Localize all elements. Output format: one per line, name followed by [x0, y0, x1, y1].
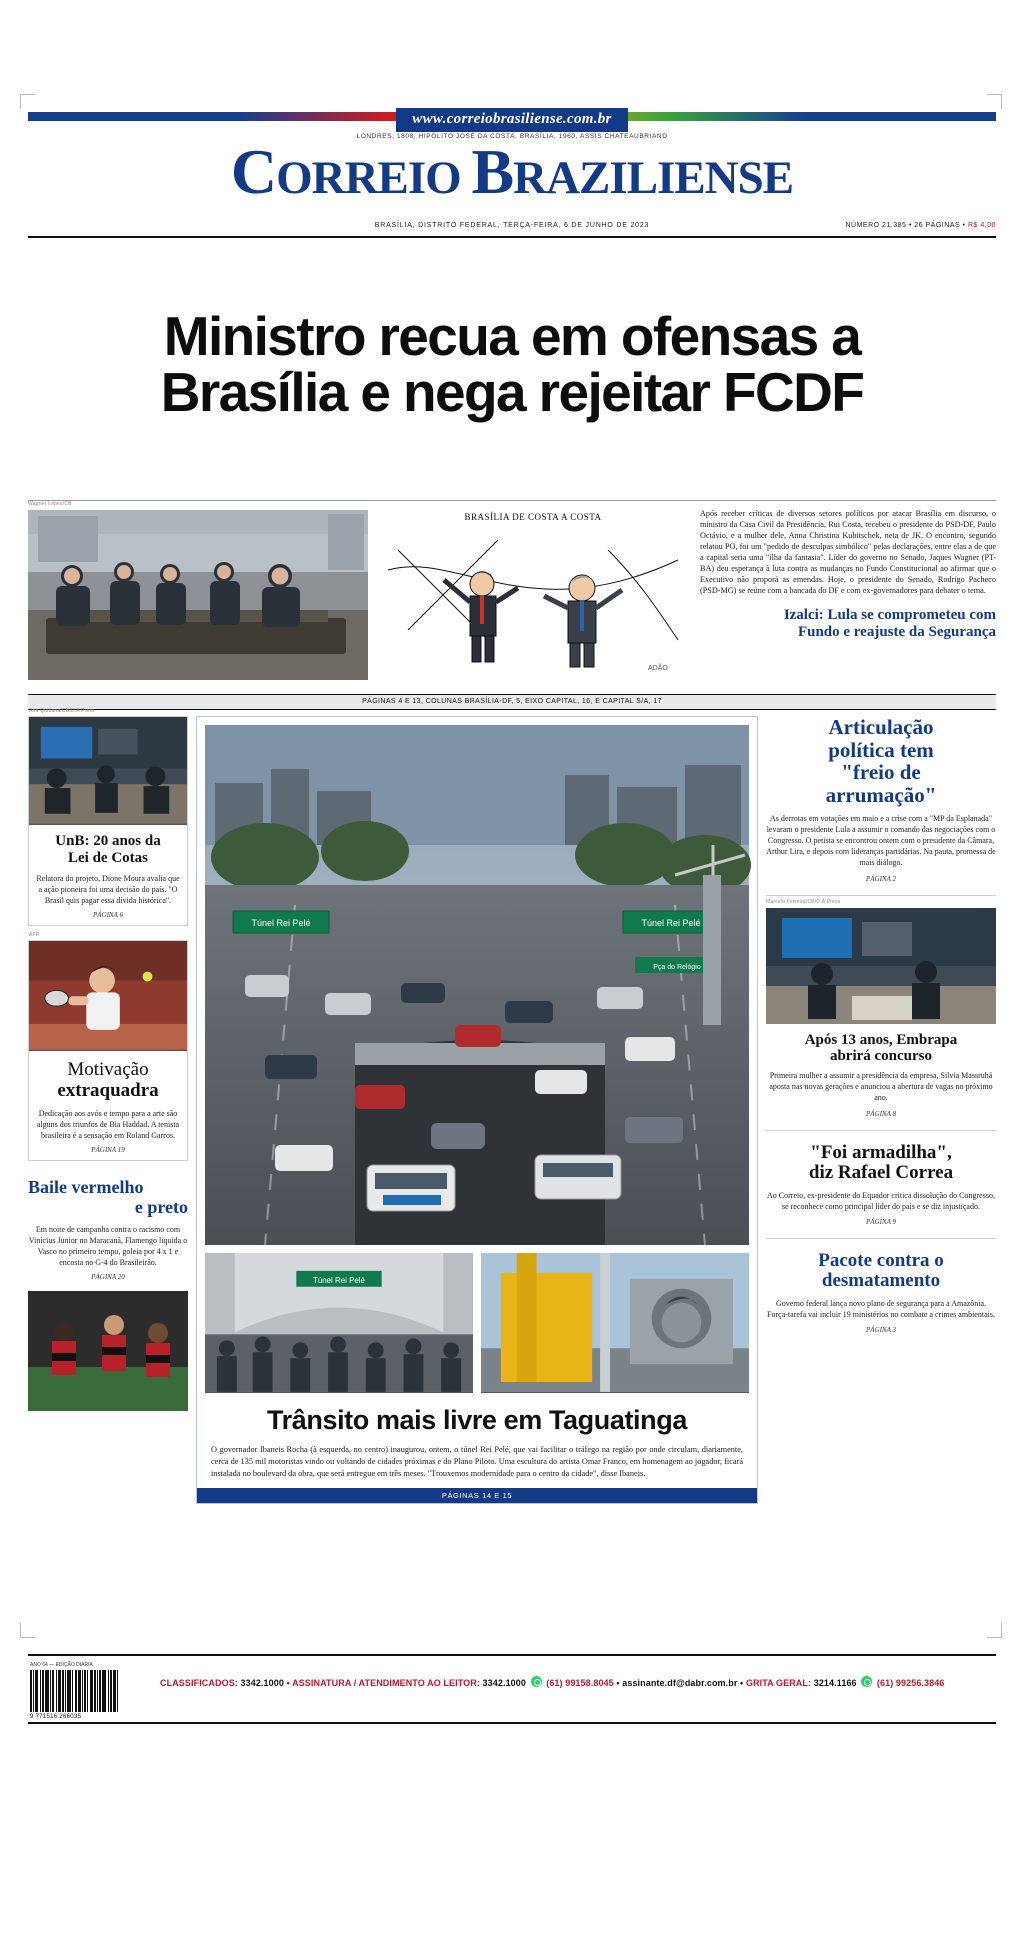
right-divider-1	[766, 895, 996, 896]
main-headline-line-1: Ministro recua em ofensas a	[163, 305, 861, 367]
center-secondary-photos	[205, 1253, 749, 1393]
grita-phone[interactable]: 3214.1166	[813, 1678, 857, 1688]
logo-part-braziliense-rest: RAZILIENSE	[513, 152, 794, 204]
unb-title	[35, 833, 181, 867]
masthead-divider	[28, 236, 996, 238]
baile-page-ref: PÁGINA 20	[91, 1273, 125, 1282]
embrapa-title-line-1: Após 13 anos, Embrapa	[804, 1031, 958, 1048]
embrapa-title-line-2: abrirá concurso	[829, 1047, 933, 1064]
correa-title-line-2: diz Rafael Correa	[808, 1162, 954, 1184]
grita-label: GRITA GERAL:	[745, 1678, 812, 1688]
whatsapp-number-2[interactable]: (61) 99256.3846	[876, 1678, 945, 1688]
svg-text:Túnel Rei Pelé: Túnel Rei Pelé	[641, 918, 701, 928]
tunnel-traffic-photo	[205, 725, 749, 1245]
pele-sculpture-image	[481, 1253, 749, 1392]
crop-mark-top-left	[20, 94, 35, 109]
tunnel-ceremony-photo	[205, 1253, 473, 1393]
left-story-baile[interactable]	[28, 1177, 188, 1411]
lead-paragraph: Após receber críticas de diversos setores políticos por atacar Brasília em discurso, o ministro da Casa Civil da Presidência, Rui Costa, recebeu o presidente do PSD-DF, Paulo Octávio, e a mulher dele, Anna Christina Kubitschek, neta de JK. O encontro, segundo relatou PO, foi um "pedido de desculpas simbólico" pelas declarações, entre elas a de que a capital seria uma "ilha da fantasia". Líder do governo no Senado, Jaques Wagner (PT-BA) deu esperança à luta contra as mudanças no Fundo Constitucional ao afirmar que o Executivo não proporá as emendas. Hoje, o presidente do Senado, Rodrigo Pacheco (PSD-MG) se reúne com a bancada do DF e com ex-governadores para debater o tema.	[700, 509, 996, 596]
pele-sculpture-photo	[481, 1253, 749, 1393]
subscriber-email[interactable]: • assinante.df@dabr.com.br •	[616, 1678, 744, 1688]
editorial-cartoon	[378, 510, 688, 680]
embrapa-title	[766, 1032, 996, 1064]
articulacao-title-line-2: política tem	[828, 737, 934, 762]
assinatura-phone[interactable]: 3342.1000	[482, 1678, 526, 1688]
left-story-motivacao[interactable]	[28, 932, 188, 1161]
center-pages-reference: PÁGINAS 14 E 15	[197, 1488, 757, 1503]
unb-photo	[29, 708, 187, 825]
baile-title	[28, 1177, 188, 1217]
crop-mark-bottom-left	[20, 1623, 35, 1638]
correa-title-line-1: "Foi armadilha",	[810, 1141, 952, 1163]
right-column	[766, 716, 996, 1334]
barcode-number: 9 771516 266035	[30, 1714, 82, 1720]
embrapa-photo-credit: Marcelo Ferreira/CB/D.A Press	[766, 898, 841, 905]
correa-title	[766, 1143, 996, 1184]
tunnel-traffic-image	[205, 725, 749, 1245]
desmatamento-title	[766, 1251, 996, 1292]
logo-part-correio-rest: ORREIO	[276, 152, 472, 204]
top-pages-reference-bar	[28, 694, 996, 710]
correa-body: Ao Correio, ex-presidente do Equador critica dissolução do Congresso, se reconhece como principal líder do país e se diz injustiçado.	[767, 1190, 995, 1211]
whatsapp-icon	[531, 1676, 542, 1687]
top-meeting-photo	[28, 501, 368, 680]
footer-rule-top	[28, 1654, 996, 1656]
cartoon-drawing	[378, 510, 688, 680]
right-story-embrapa[interactable]	[766, 898, 996, 1118]
lead-subheadline-line-1: Izalci: Lula se comprometeu com	[783, 606, 996, 623]
footer-contact-line	[160, 1676, 1000, 1688]
issue-number: NÚMERO 21.385 • 26 PÁGINAS •	[845, 222, 966, 229]
crop-mark-bottom-right	[987, 1623, 1002, 1638]
unb-page-ref: PÁGINA 6	[92, 911, 123, 920]
right-story-desmatamento[interactable]	[766, 1251, 996, 1334]
tunnel-ceremony-image	[205, 1253, 473, 1392]
classificados-phone[interactable]: 3342.1000	[240, 1678, 284, 1688]
svg-text:ADÃO: ADÃO	[648, 665, 668, 672]
correa-page-ref: PÁGINA 9	[865, 1217, 896, 1226]
classificados-label: CLASSIFICADOS:	[160, 1678, 238, 1688]
svg-text:Túnel Rei Pelé: Túnel Rei Pelé	[251, 918, 311, 928]
right-story-articulacao[interactable]	[766, 716, 996, 883]
articulacao-title	[766, 716, 996, 807]
assinatura-label: • ASSINATURA / ATENDIMENTO AO LEITOR:	[286, 1678, 480, 1688]
baile-title-line-1: Baile vermelho	[28, 1177, 144, 1198]
embrapa-page-ref: PÁGINA 8	[865, 1109, 896, 1118]
founders-line: LONDRES, 1808, HIPÓLITO JOSÉ DA COSTA. BRASÍLIA, 1960, ASSIS CHATEAUBRIAND	[356, 133, 668, 140]
tennis-photo-credit: AFP	[29, 932, 40, 939]
center-story-body: O governador Ibaneis Rocha (à esquerda, no centro) inaugurou, ontem, o túnel Rei Pelé, que vai facilitar o tráfego na região por onde circulam, diariamente, cerca de 135 mil motoristas vindo ou voltando de cidades próximas e do Plano Piloto. Uma escultura do artista Omar Franco, em homenagem ao jogador, ficará instalada no boulevard da obra, que será entregue em três meses. "Trouxemos modernidade para o centro da cidade", disse Ibaneis.	[211, 1445, 743, 1479]
embrapa-body: Primeira mulher a assumir a presidência da empresa, Silvia Massruhá aposta nas novas gerações e anunciou a abertura de vagas no próximo ano.	[769, 1071, 993, 1103]
embrapa-photo	[766, 898, 996, 1024]
unb-body: Relatora do projeto, Dione Moura avalia que a ação pioneira foi uma decisão do país. "O Brasil quis pagar essa dívida histórica".	[36, 873, 180, 905]
crop-mark-top-right	[987, 94, 1002, 109]
unb-photo-credit: Ana Quitiana/CB/D.A Press	[29, 708, 95, 714]
top-photo-image	[28, 510, 368, 680]
center-main-story[interactable]	[196, 716, 758, 1504]
issue-price: R$ 4,00	[967, 222, 996, 229]
motivacao-title	[35, 1059, 181, 1102]
motivacao-body: Dedicação aos avós e tempo para a arte são alguns dos triunfos de Bia Haddad. A tenista brasileira é a sensação em Roland Garros.	[36, 1108, 180, 1141]
motivacao-page-ref: PÁGINA 19	[91, 1146, 125, 1155]
website-url-label: www.correiobrasiliense.com.br	[396, 108, 627, 132]
unb-title-line-2: Lei de Cotas	[68, 849, 148, 866]
embrapa-photo-image	[766, 908, 996, 1024]
logo-part-braziliense-b: B	[471, 136, 514, 207]
baile-title-line-2: e preto	[134, 1197, 188, 1218]
unb-title-line-1: UnB: 20 anos da	[55, 833, 161, 849]
right-story-correa[interactable]	[766, 1143, 996, 1226]
center-story-title: Trânsito mais livre em Taguatinga	[267, 1405, 687, 1435]
issue-info	[845, 222, 996, 229]
lead-story-text	[700, 508, 996, 641]
tennis-photo-image	[29, 941, 187, 1050]
left-column	[28, 708, 188, 1411]
logo-part-correio-c: C	[230, 136, 277, 207]
baile-body: Em noite de campanha contra o racismo com Vinícius Junior no Maracanã, Flamengo liquida o Vasco no primeiro tempo, goleia por 4 x 1 e encosta no G-4 do Brasileirão.	[28, 1224, 188, 1268]
barcode-bars	[30, 1670, 150, 1712]
svg-text:Pça do Relógio: Pça do Relógio	[653, 964, 701, 971]
desmatamento-title-line-1: Pacote contra o	[818, 1249, 944, 1271]
whatsapp-icon-2	[861, 1676, 872, 1687]
desmatamento-body: Governo federal lança novo plano de segurança para a Amazônia. Força-tarefa vai incluir 19 ministérios no combate a crimes ambientais.	[767, 1299, 995, 1320]
desmatamento-page-ref: PÁGINA 3	[865, 1326, 896, 1335]
desmatamento-title-line-2: desmatamento	[821, 1270, 941, 1292]
tennis-photo	[29, 932, 187, 1051]
dateline: BRASÍLIA, DISTRITO FEDERAL, TERÇA-FEIRA, 6 DE JUNHO DE 2023	[374, 222, 650, 229]
right-divider-3	[766, 1238, 996, 1239]
left-story-unb[interactable]	[28, 708, 188, 926]
articulacao-title-line-4: arrumação"	[825, 783, 937, 808]
main-headline-line-2: Brasília e nega rejeitar FCDF	[160, 361, 864, 424]
unb-photo-image	[29, 717, 187, 824]
website-url[interactable]	[0, 108, 1024, 132]
top-pages-reference: PÁGINAS 4 E 13, COLUNAS BRASÍLIA-DF, 5, EIXO CAPITAL, 16, E CAPITAL S/A, 17	[362, 698, 662, 705]
right-divider-2	[766, 1130, 996, 1131]
footer-rule-bottom	[28, 1722, 996, 1724]
barcode-top-label: ANO 64 — EDIÇÃO DIÁRIA	[30, 1662, 93, 1668]
articulacao-body: As derrotas em votações em maio e a crise com a "MP da Esplanada" levaram o presidente Lula a assumir o comando das negociações com o Congresso. O petista se encontrou ontem com o presidente da Câmara, Arthur Lira, e depois com lideranças partidárias. Na pauta, promessa de mais diálogo.	[766, 813, 996, 868]
articulacao-title-line-3: "freio de	[841, 760, 921, 785]
motivacao-title-line-2: extraquadra	[57, 1080, 159, 1102]
main-headline	[34, 305, 990, 424]
lead-subheadline	[700, 607, 996, 642]
flamengo-photo-image	[28, 1291, 188, 1411]
motivacao-title-line-1: Motivação	[67, 1059, 149, 1081]
cartoon-title: BRASÍLIA DE COSTA A COSTA	[464, 512, 602, 522]
barcode	[30, 1662, 150, 1718]
headline-divider	[28, 500, 996, 501]
articulacao-title-line-1: Articulação	[828, 715, 934, 739]
whatsapp-number-1[interactable]: (61) 99158.8045	[546, 1678, 614, 1688]
top-photo-credit: Wagner Lopes/CB	[28, 501, 72, 507]
svg-text:Túnel Rei Pelé: Túnel Rei Pelé	[313, 1275, 365, 1285]
flamengo-photo	[28, 1291, 188, 1411]
lead-subheadline-line-2: Fundo e reajuste da Segurança	[797, 623, 996, 640]
articulacao-page-ref: PÁGINA 2	[865, 874, 896, 883]
